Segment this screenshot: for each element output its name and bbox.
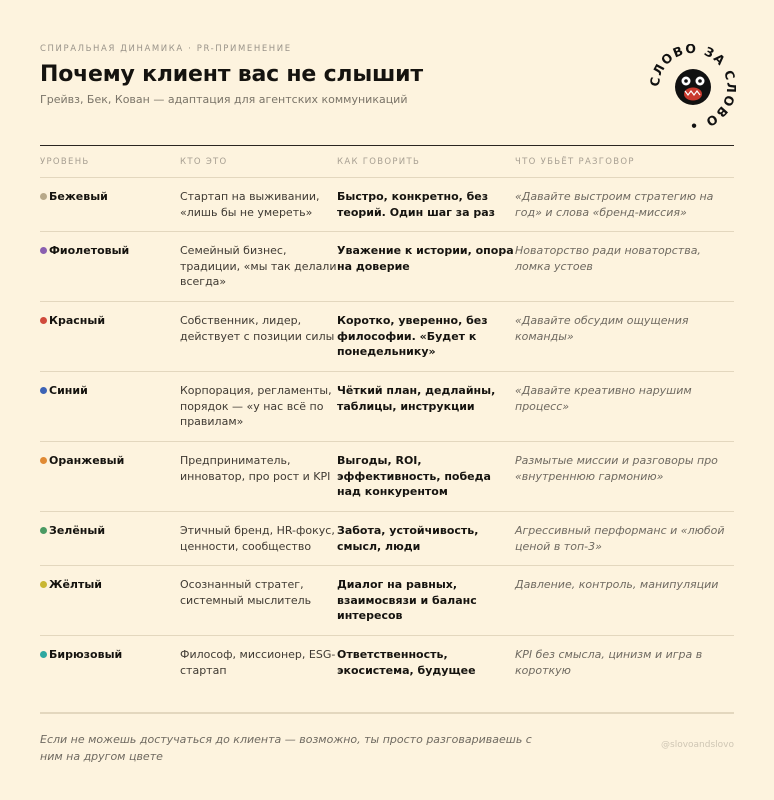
screaming-face-icon [675, 69, 711, 105]
table-row [40, 178, 734, 232]
level-name: Оранжевый [49, 454, 125, 467]
level-cell [40, 512, 180, 565]
level-name: Фиолетовый [49, 244, 130, 257]
how-cell: Диалог на равных, взаимосвязи и баланс интересов [337, 578, 477, 622]
footer-divider [40, 713, 734, 714]
how-cell: Чёткий план, дедлайны, таблицы, инструкции [337, 384, 496, 413]
how-cell: Выгоды, ROI, эффективность, победа над конкурентом [337, 454, 491, 498]
column-header-kill: ЧТО УБЬЁТ РАЗГОВОР [515, 156, 635, 167]
how-cell: Коротко, уверенно, без философии. «Будет к понедельнику» [337, 314, 488, 358]
level-cell [40, 178, 180, 231]
page-title: Почему клиент вас не слышит [40, 62, 423, 87]
kicker: СПИРАЛЬНАЯ ДИНАМИКА · PR-ПРИМЕНЕНИЕ [40, 44, 292, 54]
level-cell [40, 232, 180, 301]
how-cell: Уважение к истории, опора на доверие [337, 244, 514, 273]
table-row [40, 512, 734, 566]
who-cell: Осознанный стратег, системный мыслитель [180, 578, 312, 607]
footer-note: Если не можешь достучаться до клиента — возможно, ты просто разговариваешь с ним на другом цвете [40, 733, 532, 763]
table-row [40, 372, 734, 442]
table-row [40, 302, 734, 372]
kill-cell: Давление, контроль, манипуляции [515, 578, 719, 591]
column-header-how: КАК ГОВОРИТЬ [337, 156, 421, 167]
who-cell: Стартап на выживании, «лишь бы не умереть» [180, 190, 320, 219]
page-subtitle: Грейвз, Бек, Кован — адаптация для агентских коммуникаций [40, 93, 408, 106]
kill-cell: «Давайте обсудим ощущения команды» [515, 314, 689, 343]
level-color-dot [40, 581, 47, 588]
kill-cell: Размытые миссии и разговоры про «внутреннюю гармонию» [515, 454, 718, 483]
who-cell: Этичный бренд, HR-фокус, ценности, сообщество [180, 524, 335, 553]
who-cell: Семейный бизнес, традиции, «мы так делали всегда» [180, 244, 337, 288]
column-header-who: КТО ЭТО [180, 156, 228, 167]
kill-cell: Новаторство ради новаторства, ломка устоев [515, 244, 701, 273]
level-name: Синий [49, 384, 88, 397]
spiral-table [40, 145, 734, 713]
level-cell [40, 636, 180, 712]
who-cell: Предприниматель, инноватор, про рост и KPI [180, 454, 331, 483]
table-row [40, 566, 734, 636]
who-cell: Корпорация, регламенты, порядок — «у нас всё по правилам» [180, 384, 332, 428]
brand-logo [650, 44, 736, 130]
level-cell [40, 302, 180, 371]
table-header [40, 146, 734, 178]
level-color-dot [40, 527, 47, 534]
kill-cell: «Давайте креативно нарушим процесс» [515, 384, 692, 413]
level-color-dot [40, 457, 47, 464]
social-handle: @slovoandslovo [661, 740, 734, 750]
how-cell: Ответственность, экосистема, будущее [337, 648, 476, 677]
level-name: Красный [49, 314, 106, 327]
level-name: Бирюзовый [49, 648, 123, 661]
kill-cell: KPI без смысла, цинизм и игра в короткую [515, 648, 703, 677]
who-cell: Собственник, лидер, действует с позиции силы [180, 314, 335, 343]
level-cell [40, 566, 180, 635]
level-color-dot [40, 317, 47, 324]
kill-cell: «Давайте выстроим стратегию на год» и слова «бренд-миссия» [515, 190, 714, 219]
level-color-dot [40, 247, 47, 254]
table-row [40, 232, 734, 302]
how-cell: Забота, устойчивость, смысл, люди [337, 524, 479, 553]
level-color-dot [40, 651, 47, 658]
kill-cell: Агрессивный перформанс и «любой ценой в топ-3» [515, 524, 725, 553]
level-color-dot [40, 387, 47, 394]
how-cell: Быстро, конкретно, без теорий. Один шаг за раз [337, 190, 496, 219]
level-color-dot [40, 193, 47, 200]
level-name: Зелёный [49, 524, 106, 537]
level-cell [40, 372, 180, 441]
level-name: Жёлтый [49, 578, 103, 591]
level-cell [40, 442, 180, 511]
level-name: Бежевый [49, 190, 108, 203]
table-row [40, 442, 734, 512]
table-row [40, 636, 734, 713]
column-header-level: УРОВЕНЬ [40, 156, 90, 167]
svg-text:СЛОВО ЗА СЛОВО •: ЛОВО ЗА ВО • [650, 44, 731, 130]
who-cell: Философ, миссионер, ESG-стартап [180, 648, 336, 677]
